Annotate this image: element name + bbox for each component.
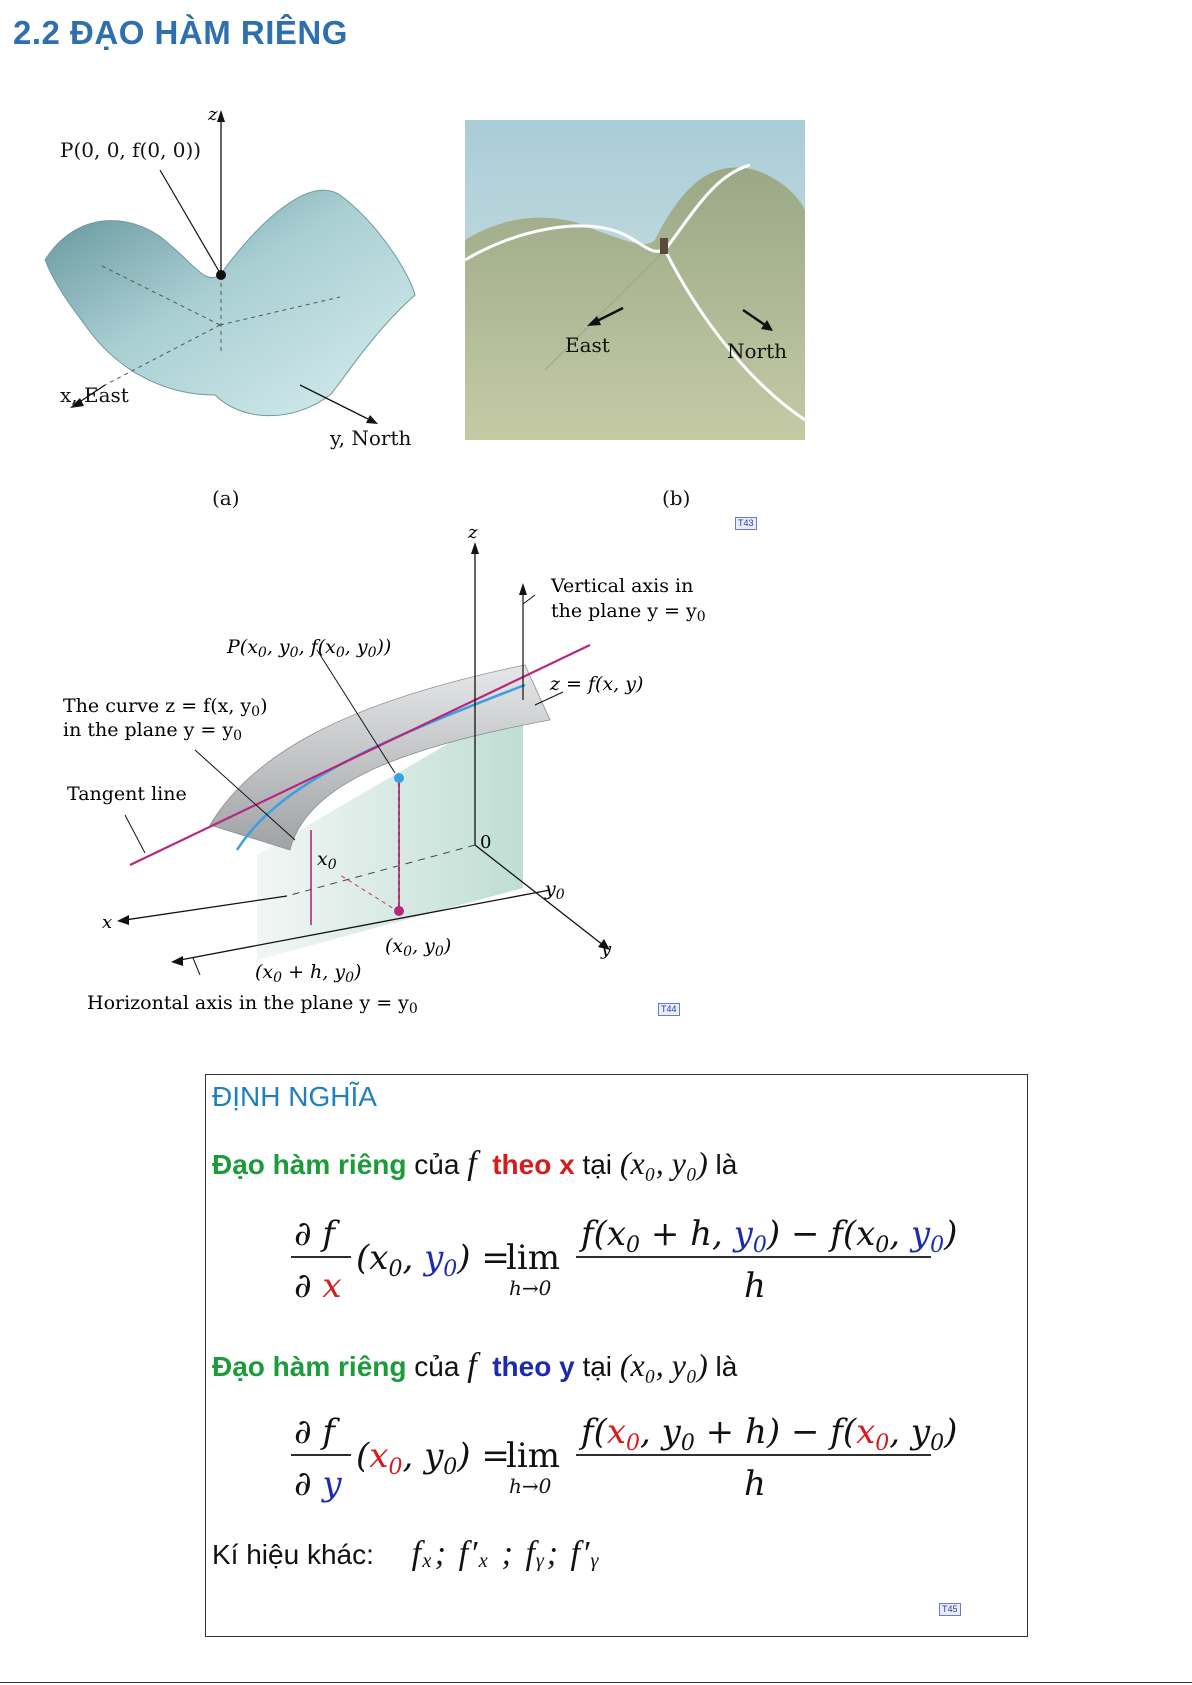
x0-label: $x_0$ [317,848,337,873]
wrt-y-term: theo y [492,1351,575,1382]
y-label: y, North [330,426,412,450]
tag-t44: T44 [658,1003,680,1016]
point-label: $P(x_0$, $y_0$, $f(x_0$, $y_0$)) [227,636,392,661]
figure-a-saddle [40,95,420,515]
numerator-df-2: ∂ f [294,1412,335,1452]
definition-box [205,1074,1028,1637]
bottom-rule [0,1682,1192,1683]
fraction-denominator-2: h [744,1464,766,1504]
surface-label: z = f(x, y) [550,673,644,695]
partial-derivative-term-2: Đạo hàm riêng [212,1351,407,1382]
formula-partial-y [206,1403,1006,1513]
text-at-2: tại [574,1351,620,1382]
page-title: 2.2 ĐẠO HÀM RIÊNG [13,14,348,51]
formula-partial-x [206,1205,1006,1315]
wrt-x-term: theo x [492,1149,575,1180]
point-p [394,773,404,783]
origin-label: 0 [480,832,492,853]
fraction-denominator: h [744,1266,766,1306]
text-at: tại [574,1149,620,1180]
saddle-surface [45,190,415,416]
base-point-label: ($x_0$, $y_0$) [385,935,452,960]
definition-line-y [212,1347,737,1385]
numerator-df: ∂ f [294,1214,335,1254]
z-axis-label: z [468,522,478,543]
figure-c-partial-derivative [55,520,755,1025]
lim-subscript-2: h→0 [509,1474,552,1498]
argument-point: ($x_0$, $y_0$) = [356,1238,510,1282]
notation-label: Kí hiệu khác: [212,1539,374,1570]
east-label: East [565,333,610,357]
tangent-label: Tangent line [67,783,187,805]
text-of: của [406,1149,468,1180]
fraction-numerator-2: $f(x_0$, $y_0 + h) - f(x_0$, $y_0$) [581,1412,958,1456]
curve-label-line2: in the plane $y = y_0$ [63,719,242,744]
lim-2: lim [506,1436,560,1476]
lim: lim [506,1238,560,1278]
vertical-axis-line2: the plane $y = y_0$ [551,600,706,625]
definition-heading: ĐỊNH NGHĨA [212,1081,377,1112]
text-is: là [707,1149,738,1180]
tag-t43: T43 [735,517,757,530]
y-axis-label: y [601,939,612,960]
figure-b-landscape [465,120,815,515]
fraction-numerator: $f(x_0 + h$, $y_0) - f(x_0$, $y_0$) [581,1214,958,1258]
lim-subscript: h→0 [509,1276,552,1300]
point-p [216,270,226,280]
denominator-dy: ∂ y [294,1464,342,1504]
notation-line [212,1535,601,1573]
function-f: f [467,1145,477,1182]
north-label: North [727,339,788,363]
definition-line-x [212,1145,737,1183]
text-is-2: là [707,1351,738,1382]
point-x0-y0-2: (x₀, y₀) [619,1347,708,1383]
horizontal-axis-label: Horizontal axis in the plane $y = y_0$ [87,992,418,1017]
hiker [660,238,668,254]
x-axis-label: x [102,912,113,933]
tag-t45: T45 [939,1603,961,1616]
vertical-axis-line1: Vertical axis in [551,575,694,597]
base-point [394,906,404,916]
denominator-dx: ∂ x [294,1266,342,1306]
text-of-2: của [406,1351,468,1382]
curve-label-line1: The curve z = f(x, $y_0$) [63,695,268,720]
point-label: P(0, 0, f(0, 0)) [60,138,202,162]
z-label: z [208,104,218,125]
function-f-2: f [467,1347,477,1384]
h-point-label: ($x_0 + h$, $y_0$) [255,961,362,986]
caption-b: (b) [662,486,691,510]
notation-symbols: fₓ; f′ₓ ; fᵧ; f′ᵧ [411,1535,602,1572]
y0-label: $y_0$ [545,878,565,903]
caption-a: (a) [212,486,240,510]
argument-point-2: ($x_0$, $y_0$) = [356,1436,510,1480]
x-label: x, East [60,383,129,407]
partial-derivative-term: Đạo hàm riêng [212,1149,407,1180]
point-x0-y0: (x₀, y₀) [619,1145,708,1181]
